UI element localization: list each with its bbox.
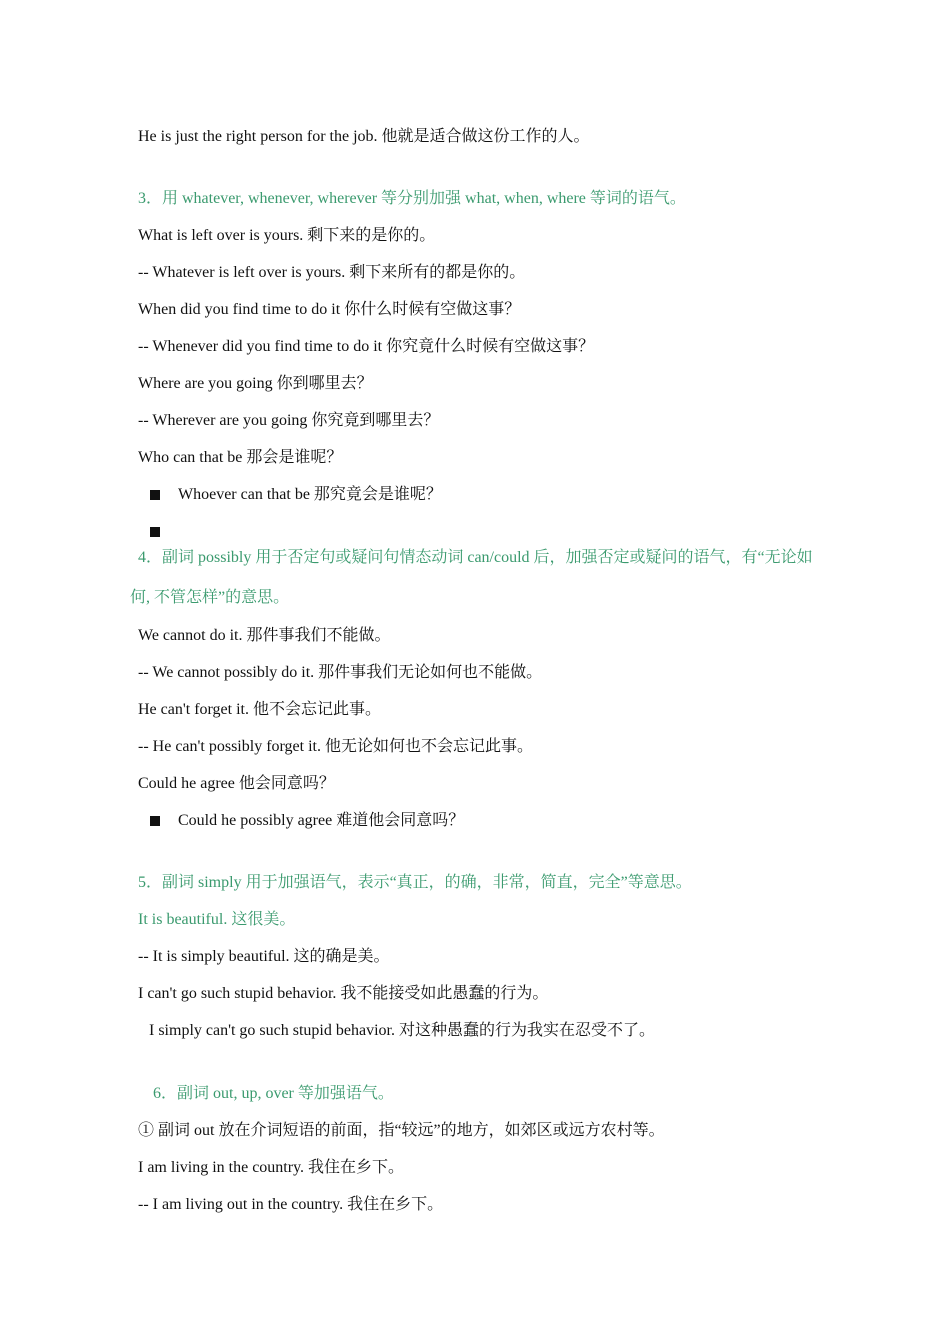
text-line: What is left over is yours. 剩下来的是你的。 [138,227,436,244]
section-heading-5: 5．副词 simply 用于加强语气，表示“真正，的确，非常，简直，完全”等意思。 [138,874,692,891]
bullet-text: Could he possibly agree 难道他会同意吗？ [178,812,465,829]
text-line: ① 副词 out 放在介词短语的前面，指“较远”的地方，如郊区或远方农村等。 [138,1122,665,1139]
section-heading-4: 4．副词 possibly 用于否定句或疑问句情态动词 can/could 后，加强否定或疑问的语气，有“无论如何, 不管怎样”的意思。 [130,549,813,606]
text-line: -- It is simply beautiful. 这的确是美。 [138,948,390,965]
example-line-highlight: It is beautiful. 这很美。 [138,911,296,928]
text-line: I can't go such stupid behavior. 我不能接受如此愚蠢的行为。 [138,985,549,1002]
text-line: -- He can't possibly forget it. 他无论如何也不会忘记此事。 [138,738,533,755]
text-line: Where are you going 你到哪里去？ [138,375,373,392]
text-line: Could he agree 他会同意吗？ [138,775,335,792]
bullet-marker [150,527,160,537]
text-line: -- We cannot possibly do it. 那件事我们无论如何也不能做。 [138,664,543,681]
text-line: He can't forget it. 他不会忘记此事。 [138,701,381,718]
bullet-text: Whoever can that be 那究竟会是谁呢？ [178,486,442,503]
text-line: -- Whatever is left over is yours. 剩下来所有的都是你的。 [138,264,526,281]
bullet-marker [150,816,160,826]
section-heading-6: 6．副词 out, up, over 等加强语气。 [153,1085,394,1102]
text-line: He is just the right person for the job. 他就是适合做这份工作的人。 [138,128,590,145]
text-line: When did you find time to do it 你什么时候有空做这事？ [138,301,521,318]
text-line: I simply can't go such stupid behavior. 对这种愚蠢的行为我实在忍受不了。 [149,1022,655,1039]
text-line: We cannot do it. 那件事我们不能做。 [138,627,391,644]
text-line: -- Wherever are you going 你究竟到哪里去？ [138,412,440,429]
text-line: Who can that be 那会是谁呢？ [138,449,343,466]
bullet-marker [150,490,160,500]
section-heading-3: 3．用 whatever, whenever, wherever 等分别加强 what, when, where 等词的语气。 [138,190,686,207]
text-line: I am living in the country. 我住在乡下。 [138,1159,405,1176]
text-line: -- I am living out in the country. 我住在乡下。 [138,1196,444,1213]
text-line: -- Whenever did you find time to do it 你究竟什么时候有空做这事？ [138,338,595,355]
